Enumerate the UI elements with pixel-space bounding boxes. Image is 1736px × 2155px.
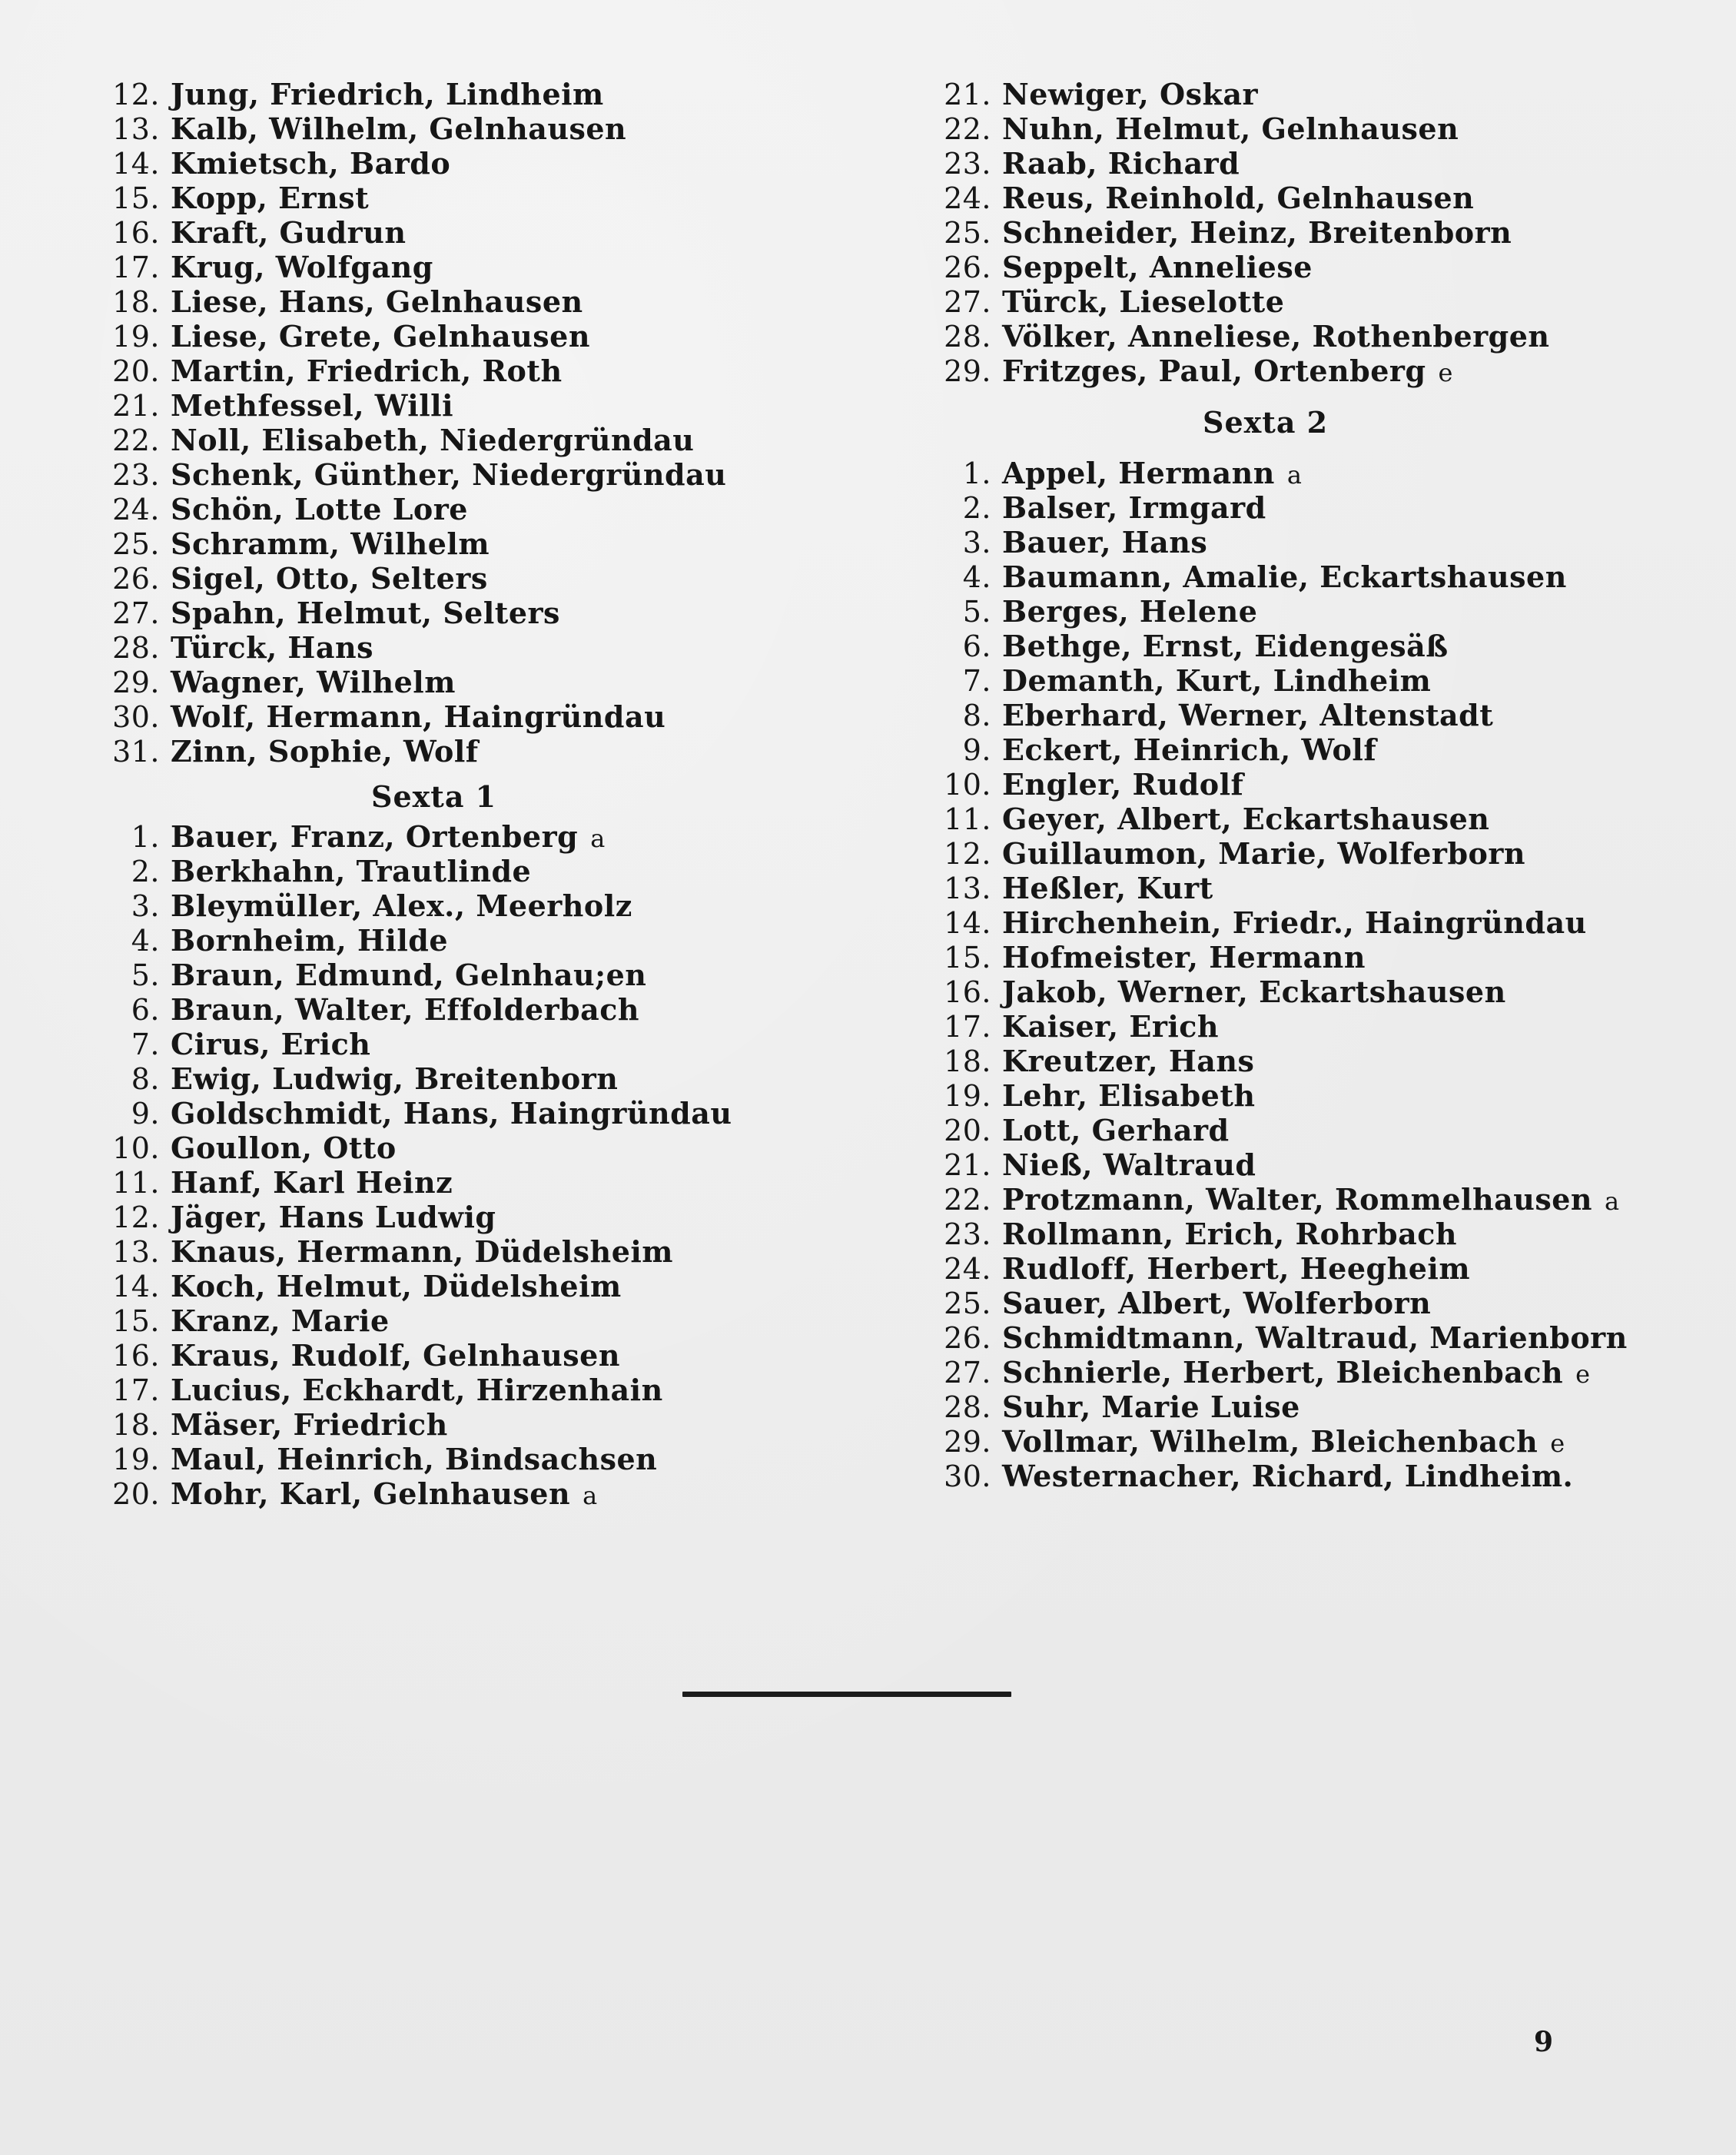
entry-number: 25. xyxy=(944,1287,991,1320)
entry-number: 27. xyxy=(112,596,160,630)
entry-name: Bleymüller, Alex., Meerholz xyxy=(171,888,632,923)
list-item xyxy=(922,490,1691,525)
entry-name: Methfessel, Willi xyxy=(171,388,454,423)
entry-mark: a xyxy=(1605,1187,1620,1216)
list-item xyxy=(91,1269,859,1303)
entry-name: Hofmeister, Hermann xyxy=(1002,940,1366,975)
entry-name: Kopp, Ernst xyxy=(171,181,370,215)
entry-number: 27. xyxy=(944,1356,991,1390)
entry-number: 19. xyxy=(112,1443,160,1476)
entry-name: Sigel, Otto, Selters xyxy=(171,561,488,596)
entry-number: 14. xyxy=(112,147,160,181)
entry-name: Vollmar, Wilhelm, Bleichenbach xyxy=(1002,1424,1539,1459)
entry-number: 23. xyxy=(944,1217,991,1251)
list-item xyxy=(922,456,1691,490)
entry-number: 11. xyxy=(112,1166,160,1200)
entry-number: 14. xyxy=(112,1270,160,1303)
entry-name: Ewig, Ludwig, Breitenborn xyxy=(171,1061,619,1096)
entry-name: Lucius, Eckhardt, Hirzenhain xyxy=(171,1373,663,1407)
left-list-top xyxy=(91,77,859,769)
list-item xyxy=(922,1424,1691,1459)
entry-name: Goldschmidt, Hans, Haingründau xyxy=(171,1096,732,1131)
entry-number: 12. xyxy=(112,78,160,111)
list-item xyxy=(91,111,859,146)
list-item xyxy=(922,871,1691,905)
entry-name: Bauer, Hans xyxy=(1002,525,1208,560)
entry-number: 9. xyxy=(131,1097,160,1131)
entry-name: Baumann, Amalie, Eckartshausen xyxy=(1002,560,1567,594)
entry-number: 21. xyxy=(944,78,991,111)
entry-number: 11. xyxy=(944,802,991,836)
list-item xyxy=(922,1286,1691,1320)
entry-number: 7. xyxy=(131,1028,160,1061)
list-item xyxy=(922,1320,1691,1355)
entry-name: Hirchenhein, Friedr., Haingründau xyxy=(1002,905,1587,940)
entry-name: Mohr, Karl, Gelnhausen xyxy=(171,1476,571,1511)
entry-name: Türck, Lieselotte xyxy=(1002,284,1285,319)
list-item xyxy=(922,146,1691,181)
list-item xyxy=(91,77,859,111)
list-item xyxy=(91,284,859,319)
entry-number: 3. xyxy=(962,526,991,560)
list-item xyxy=(91,561,859,596)
entry-number: 15. xyxy=(112,181,160,215)
entry-name: Bethge, Ernst, Eidengesäß xyxy=(1002,629,1449,663)
entry-number: 24. xyxy=(112,493,160,526)
entry-number: 2. xyxy=(962,491,991,525)
entry-name: Rollmann, Erich, Rohrbach xyxy=(1002,1217,1458,1251)
list-item xyxy=(922,732,1691,767)
list-item xyxy=(922,319,1691,354)
entry-number: 20. xyxy=(112,1477,160,1511)
entry-name: Schramm, Wilhelm xyxy=(171,526,490,561)
list-item xyxy=(922,560,1691,594)
list-item xyxy=(922,77,1691,111)
list-item xyxy=(91,1338,859,1373)
list-item xyxy=(91,1303,859,1338)
list-item xyxy=(922,836,1691,871)
entry-number: 19. xyxy=(944,1079,991,1113)
list-item xyxy=(91,699,859,734)
entry-name: Nuhn, Helmut, Gelnhausen xyxy=(1002,111,1459,146)
list-item xyxy=(91,250,859,284)
list-item xyxy=(922,250,1691,284)
entry-number: 10. xyxy=(944,768,991,802)
entry-name: Demanth, Kurt, Lindheim xyxy=(1002,663,1432,698)
list-item xyxy=(922,1009,1691,1044)
list-item xyxy=(922,354,1691,388)
list-item xyxy=(91,819,859,854)
entry-name: Maul, Heinrich, Bindsachsen xyxy=(171,1442,658,1476)
list-item xyxy=(91,854,859,888)
entry-name: Knaus, Hermann, Düdelsheim xyxy=(171,1234,674,1269)
entry-name: Liese, Hans, Gelnhausen xyxy=(171,284,583,319)
entry-name: Schmidtmann, Waltraud, Marienborn xyxy=(1002,1320,1628,1355)
entry-number: 22. xyxy=(944,112,991,146)
list-item xyxy=(91,1476,859,1511)
sexta-2-heading: Sexta 2 xyxy=(1203,405,1329,440)
entry-number: 4. xyxy=(962,560,991,594)
entry-mark: a xyxy=(1286,460,1303,490)
list-item xyxy=(922,525,1691,560)
entry-name: Cirus, Erich xyxy=(171,1027,371,1061)
entry-name: Krug, Wolfgang xyxy=(171,250,433,284)
list-item xyxy=(922,767,1691,802)
list-item xyxy=(91,1165,859,1200)
entry-number: 8. xyxy=(962,699,991,732)
list-item xyxy=(922,284,1691,319)
list-item xyxy=(91,888,859,923)
list-item xyxy=(91,354,859,388)
entry-name: Jakob, Werner, Eckartshausen xyxy=(1002,975,1506,1009)
list-item xyxy=(91,1131,859,1165)
entry-number: 12. xyxy=(944,837,991,871)
entry-name: Appel, Hermann xyxy=(1002,456,1275,490)
entry-number: 16. xyxy=(112,216,160,250)
entry-number: 23. xyxy=(944,147,991,181)
entry-name: Seppelt, Anneliese xyxy=(1002,250,1313,284)
entry-number: 20. xyxy=(944,1114,991,1147)
list-item xyxy=(922,1251,1691,1286)
entry-number: 18. xyxy=(112,1408,160,1442)
left-column xyxy=(91,77,859,1511)
entry-name: Jäger, Hans Ludwig xyxy=(171,1200,496,1234)
entry-name: Eckert, Heinrich, Wolf xyxy=(1002,732,1377,767)
entry-name: Kreutzer, Hans xyxy=(1002,1044,1255,1078)
entry-name: Kraus, Rudolf, Gelnhausen xyxy=(171,1338,620,1373)
entry-name: Braun, Edmund, Gelnhau;en xyxy=(171,958,647,992)
list-item xyxy=(91,992,859,1027)
entry-name: Bornheim, Hilde xyxy=(171,923,449,958)
entry-number: 26. xyxy=(112,562,160,596)
entry-name: Lehr, Elisabeth xyxy=(1002,1078,1256,1113)
entry-number: 3. xyxy=(131,889,160,923)
list-item xyxy=(91,923,859,958)
entry-name: Newiger, Oskar xyxy=(1002,77,1258,111)
entry-number: 30. xyxy=(112,700,160,734)
entry-number: 13. xyxy=(944,872,991,905)
entry-number: 6. xyxy=(962,629,991,663)
entry-name: Sauer, Albert, Wolferborn xyxy=(1002,1286,1432,1320)
entry-number: 17. xyxy=(944,1010,991,1044)
entry-name: Kaiser, Erich xyxy=(1002,1009,1220,1044)
entry-name: Schenk, Günther, Niedergründau xyxy=(171,457,727,492)
right-list-top xyxy=(922,77,1691,388)
list-item xyxy=(922,181,1691,215)
entry-number: 1. xyxy=(131,820,160,854)
entry-name: Raab, Richard xyxy=(1002,146,1240,181)
entry-number: 9. xyxy=(962,733,991,767)
entry-name: Jung, Friedrich, Lindheim xyxy=(171,77,604,111)
list-item xyxy=(91,1442,859,1476)
entry-name: Zinn, Sophie, Wolf xyxy=(171,734,479,769)
entry-number: 5. xyxy=(131,958,160,992)
entry-number: 15. xyxy=(112,1304,160,1338)
entry-name: Kraft, Gudrun xyxy=(171,215,407,250)
entry-number: 13. xyxy=(112,1235,160,1269)
entry-name: Spahn, Helmut, Selters xyxy=(171,596,560,630)
entry-number: 29. xyxy=(112,666,160,699)
list-item xyxy=(91,388,859,423)
list-item xyxy=(922,663,1691,698)
entry-number: 13. xyxy=(112,112,160,146)
list-item xyxy=(922,975,1691,1009)
entry-name: Koch, Helmut, Düdelsheim xyxy=(171,1269,622,1303)
entry-name: Türck, Hans xyxy=(171,630,373,665)
list-item xyxy=(91,958,859,992)
entry-name: Wolf, Hermann, Haingründau xyxy=(171,699,666,734)
entry-name: Wagner, Wilhelm xyxy=(171,665,456,699)
list-item xyxy=(922,629,1691,663)
list-item xyxy=(922,940,1691,975)
entry-number: 26. xyxy=(944,1321,991,1355)
list-item xyxy=(922,215,1691,250)
entry-name: Rudloff, Herbert, Heegheim xyxy=(1002,1251,1471,1286)
entry-number: 17. xyxy=(112,251,160,284)
entry-name: Westernacher, Richard, Lindheim. xyxy=(1002,1459,1574,1493)
right-list-bottom xyxy=(922,456,1691,1493)
entry-name: Geyer, Albert, Eckartshausen xyxy=(1002,802,1490,836)
entry-name: Reus, Reinhold, Gelnhausen xyxy=(1002,181,1475,215)
right-column xyxy=(922,77,1691,1493)
entry-number: 30. xyxy=(944,1459,991,1493)
entry-name: Protzmann, Walter, Rommelhausen xyxy=(1002,1182,1593,1217)
entry-name: Martin, Friedrich, Roth xyxy=(171,354,563,388)
list-item xyxy=(91,492,859,526)
list-item xyxy=(91,1373,859,1407)
entry-name: Kmietsch, Bardo xyxy=(171,146,451,181)
entry-name: Suhr, Marie Luise xyxy=(1002,1390,1300,1424)
list-item xyxy=(91,181,859,215)
list-item xyxy=(91,1096,859,1131)
entry-number: 19. xyxy=(112,320,160,354)
list-item xyxy=(91,319,859,354)
list-item xyxy=(922,1390,1691,1424)
list-item xyxy=(91,665,859,699)
list-item xyxy=(922,802,1691,836)
entry-number: 29. xyxy=(944,1425,991,1459)
entry-name: Guillaumon, Marie, Wolferborn xyxy=(1002,836,1526,871)
entry-number: 7. xyxy=(962,664,991,698)
entry-number: 12. xyxy=(112,1200,160,1234)
entry-name: Braun, Walter, Effolderbach xyxy=(171,992,640,1027)
entry-number: 26. xyxy=(944,251,991,284)
entry-number: 5. xyxy=(962,595,991,629)
list-item xyxy=(922,1217,1691,1251)
entry-number: 16. xyxy=(112,1339,160,1373)
list-item xyxy=(91,734,859,769)
list-item xyxy=(91,215,859,250)
entry-number: 14. xyxy=(944,906,991,940)
entry-name: Schön, Lotte Lore xyxy=(171,492,468,526)
list-item xyxy=(922,1078,1691,1113)
list-item xyxy=(922,698,1691,732)
entry-number: 2. xyxy=(131,855,160,888)
entry-number: 25. xyxy=(944,216,991,250)
entry-number: 28. xyxy=(112,631,160,665)
list-item xyxy=(922,1459,1691,1493)
entry-number: 24. xyxy=(944,181,991,215)
entry-mark: a xyxy=(590,824,606,853)
entry-name: Engler, Rudolf xyxy=(1002,767,1244,802)
entry-name: Kalb, Wilhelm, Gelnhausen xyxy=(171,111,627,146)
entry-number: 25. xyxy=(112,527,160,561)
entry-number: 27. xyxy=(944,285,991,319)
list-item xyxy=(91,1027,859,1061)
entry-name: Hanf, Karl Heinz xyxy=(171,1165,453,1200)
list-item xyxy=(91,1061,859,1096)
entry-name: Goullon, Otto xyxy=(171,1131,397,1165)
list-item xyxy=(91,146,859,181)
entry-number: 22. xyxy=(944,1183,991,1217)
entry-mark: e xyxy=(1575,1360,1591,1389)
list-item xyxy=(91,596,859,630)
entry-name: Noll, Elisabeth, Niedergründau xyxy=(171,423,695,457)
entry-name: Bauer, Franz, Ortenberg xyxy=(171,819,579,854)
entry-number: 21. xyxy=(944,1148,991,1182)
list-item xyxy=(922,905,1691,940)
list-item xyxy=(91,1234,859,1269)
list-item xyxy=(922,111,1691,146)
entry-name: Berkhahn, Trautlinde xyxy=(171,854,532,888)
list-item xyxy=(922,1147,1691,1182)
list-item xyxy=(922,1044,1691,1078)
entry-number: 31. xyxy=(112,735,160,769)
entry-number: 20. xyxy=(112,354,160,388)
list-item xyxy=(91,630,859,665)
left-list-bottom xyxy=(91,819,859,1511)
entry-name: Lott, Gerhard xyxy=(1002,1113,1230,1147)
entry-name: Balser, Irmgard xyxy=(1002,490,1266,525)
entry-number: 6. xyxy=(131,993,160,1027)
sexta-1-heading: Sexta 1 xyxy=(371,779,497,814)
entry-number: 22. xyxy=(112,423,160,457)
entry-mark: e xyxy=(1438,358,1453,387)
entry-number: 21. xyxy=(112,389,160,423)
entry-number: 8. xyxy=(131,1062,160,1096)
list-item xyxy=(91,1200,859,1234)
horizontal-divider xyxy=(682,1692,1011,1697)
entry-name: Mäser, Friedrich xyxy=(171,1407,448,1442)
list-item xyxy=(91,526,859,561)
entry-number: 17. xyxy=(112,1373,160,1407)
list-item xyxy=(922,1113,1691,1147)
entry-name: Liese, Grete, Gelnhausen xyxy=(171,319,590,354)
entry-number: 16. xyxy=(944,975,991,1009)
entry-name: Eberhard, Werner, Altenstadt xyxy=(1002,698,1494,732)
page-number: 9 xyxy=(1534,2026,1554,2058)
list-item xyxy=(922,1182,1691,1217)
entry-number: 15. xyxy=(944,941,991,975)
entry-number: 18. xyxy=(944,1044,991,1078)
entry-name: Berges, Helene xyxy=(1002,594,1258,629)
entry-mark: a xyxy=(583,1481,598,1510)
list-item xyxy=(91,1407,859,1442)
entry-name: Schneider, Heinz, Breitenborn xyxy=(1002,215,1512,250)
entry-number: 4. xyxy=(131,924,160,958)
entry-name: Völker, Anneliese, Rothenbergen xyxy=(1002,319,1550,354)
entry-name: Schnierle, Herbert, Bleichenbach xyxy=(1002,1355,1564,1390)
entry-number: 28. xyxy=(944,1390,991,1424)
entry-name: Heßler, Kurt xyxy=(1002,871,1213,905)
entry-number: 23. xyxy=(112,458,160,492)
entry-mark: e xyxy=(1550,1429,1565,1458)
entry-name: Fritzges, Paul, Ortenberg xyxy=(1002,354,1426,388)
entry-number: 28. xyxy=(944,320,991,354)
entry-number: 18. xyxy=(112,285,160,319)
entry-name: Nieß, Waltraud xyxy=(1002,1147,1256,1182)
entry-name: Kranz, Marie xyxy=(171,1303,390,1338)
entry-number: 10. xyxy=(112,1131,160,1165)
entry-number: 24. xyxy=(944,1252,991,1286)
entry-number: 29. xyxy=(944,354,991,388)
list-item xyxy=(91,457,859,492)
list-item xyxy=(922,1355,1691,1390)
list-item xyxy=(91,423,859,457)
list-item xyxy=(922,594,1691,629)
entry-number: 1. xyxy=(962,457,991,490)
